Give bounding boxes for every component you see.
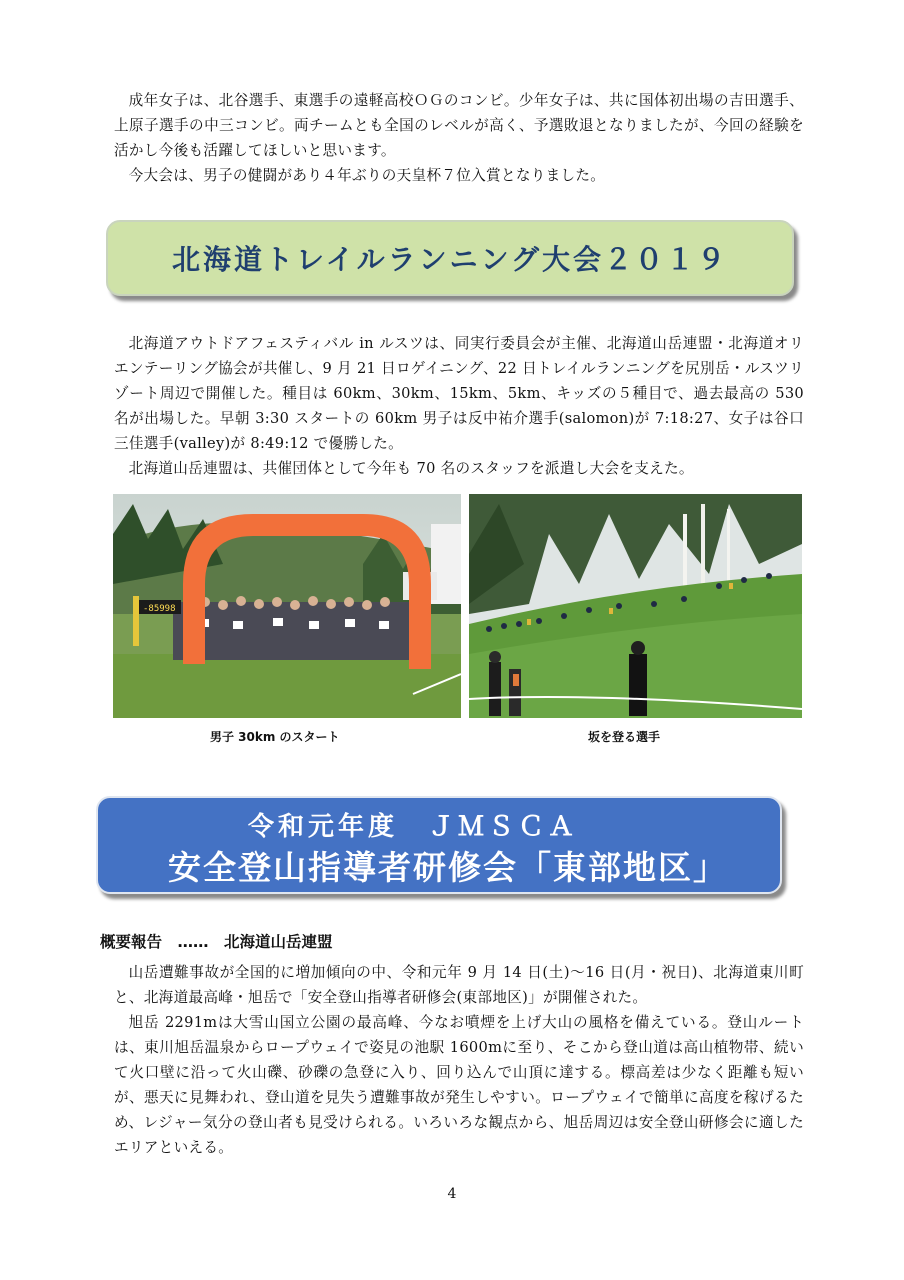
section-title-jmsca-line2: 安全登山指導者研修会「東部地区」 [168,848,728,887]
section-title-jmsca-line1: 令和元年度 ＪＭＳＣＡ [248,812,579,842]
section-title-trail: 北海道トレイルランニング大会２０１９ [171,243,729,276]
intro-paragraph-2: 今大会は、男子の健闘があり４年ぶりの天皇杯７位入賞となりました。 [128,167,606,184]
section-title-banner-trail [106,220,794,296]
report-paragraph-1: 山岳遭難事故が全国的に増加傾向の中、令和元年 9 月 14 日(土)～16 日(月・祝日)、北海道東川町と、北海道最高峰・旭岳で「安全登山指導者研修会(東部地区)」が開催された。 [114,964,804,1006]
section-title-banner-jmsca [96,796,782,894]
caption-start-line: 男子 30km のスタート [210,730,340,744]
trail-paragraph-1: 北海道アウトドアフェスティバル in ルスツは、同実行委員会が主催、北海道山岳連盟・北海道オリエンテーリング協会が共催し、9 月 21 日ロゲイニング、22 日トレイルランニングを尻別岳・ルスツリゾート周辺で開催した。種目は 60km、30km、15km、5km、キッズの５種目で、過去最高の 530 名が出場した。早朝 3:30 スタートの 60km 男子は反中祐介選手(salomon)が 7:18:27、女子は谷口三佳選手(valley)が 8:49:12 で優勝した。 [114,335,804,452]
report-subheading: 概要報告 …… 北海道山岳連盟 [100,933,333,951]
timing-clock-display: -85998 [143,604,176,614]
photo-runners-slope [469,494,802,718]
page-number: 4 [447,1186,457,1202]
intro-paragraph-1: 成年女子は、北谷選手、東選手の遠軽高校ＯＧのコンビ。少年女子は、共に国体初出場の吉田選手、上原子選手の中三コンビ。両チームとも全国のレベルが高く、予選敗退となりましたが、今回の経験を活かし今後も活躍してほしいと思います。 [114,92,804,159]
report-paragraph-2: 旭岳 2291mは大雪山国立公園の最高峰、今なお噴煙を上げ大山の風格を備えている。登山ルートは、東川旭岳温泉からロープウェイで姿見の池駅 1600mに至り、そこから登山道は高山植物帯、続いて火口壁に沿って火山礫、砂礫の急登に入り、回り込んで山頂に達する。標高差は少なく距離も短いが、悪天に見舞われ、登山道を見失う遭難事故が発生しやすい。ロープウェイで簡単に高度を稼げるため、レジャー気分の登山者も見受けられる。いろいろな観点から、旭岳周辺は安全登山研修会に適したエリアといえる。 [114,1014,804,1156]
caption-runners-slope: 坂を登る選手 [588,730,661,744]
trail-paragraph-2: 北海道山岳連盟は、共催団体として今年も 70 名のスタッフを派遣し大会を支えた。 [128,460,694,477]
photo-start-line [113,494,461,718]
